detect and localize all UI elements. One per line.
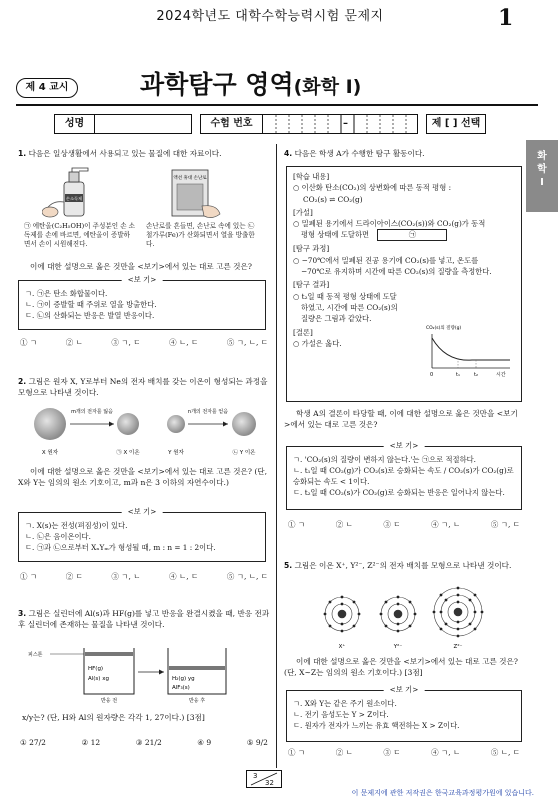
q2-choice-4[interactable]: ④ ㄴ, ㄷ: [169, 572, 199, 581]
q2-label: Y 원자: [168, 450, 184, 456]
q3-choice-5[interactable]: ⑤ 9/2: [246, 738, 268, 747]
q4-boki-item: ㄴ. t₁일 때 CO₂(g)가 CO₂(s)로 승화되는 속도 / CO₂(s)가 CO₂(g)로 승화되는 속도 < 1이다.: [293, 465, 514, 486]
q4-choice-4[interactable]: ④ ㄱ, ㄴ: [431, 520, 461, 529]
subject-side-tab: [526, 140, 558, 212]
q4-hypothesis-text: 평형 상태에 도달하면: [301, 230, 370, 240]
graph-tick: 시간: [496, 372, 506, 378]
period-badge: 제 4 교시: [16, 78, 78, 98]
q4-conclusion-line: ○ 가설은 옳다.: [293, 338, 342, 348]
q4-number: 4.: [284, 149, 293, 158]
q5-choice-4[interactable]: ④ ㄱ, ㄴ: [431, 748, 461, 757]
x-atom: [34, 408, 66, 440]
tab-char-1: 화: [537, 151, 547, 162]
q4-choice-1[interactable]: ① ㄱ: [288, 520, 306, 529]
q5-figure: [300, 586, 500, 652]
q4-result-head: [탐구 결과]: [293, 280, 330, 290]
q3-figure: [26, 638, 256, 704]
q5-choice-3[interactable]: ③ ㄷ: [383, 748, 401, 757]
q4-choice-2[interactable]: ② ㄴ: [335, 520, 353, 529]
q4-process-line: ○ −70℃에서 밀폐된 진공 용기에 CO₂(s)를 넣고, 온도를: [293, 255, 479, 265]
q5-boki-item: ㄱ. X와 Y는 같은 주기 원소이다.: [293, 699, 397, 708]
q4-process-line: −70℃로 유지하며 시간에 따른 CO₂(s)의 질량을 측정한다.: [301, 267, 492, 277]
q1-boki-item: ㄴ. ㉠이 증발할 때 주위로 열을 방출한다.: [25, 299, 157, 309]
q4-result-line: ○ t₂일 때 동적 평형 상태에 도달: [293, 291, 397, 301]
bottle-label: 손소독제: [65, 196, 83, 201]
q1-boki-item: ㄱ. ㉠은 탄소 화합물이다.: [25, 289, 108, 298]
subject-main: 과학탐구 영역: [140, 70, 294, 99]
q5-boki-box: [286, 685, 522, 742]
q2-choice-1[interactable]: ① ㄱ: [20, 572, 38, 581]
q3-after-label: 반응 후: [188, 698, 206, 704]
question-2: [18, 376, 270, 398]
q3-choice-1[interactable]: ① 27/2: [20, 738, 46, 747]
q5-label: Y²⁻: [393, 644, 403, 650]
q5-boki-label: <보 기>: [384, 685, 425, 696]
q1-boki-box: [18, 275, 266, 330]
q2-boki-item: ㄴ. ㉡은 음이온이다.: [25, 531, 91, 541]
exam-number-field[interactable]: [262, 114, 418, 134]
q5-number: 5.: [284, 561, 293, 570]
q1-question: 이에 대한 설명으로 옳은 것만을 <보기>에서 있는 대로 고른 것은?: [30, 262, 252, 271]
q4-boki-label: <보 기>: [384, 441, 425, 452]
graph-tick: t₁: [456, 372, 460, 378]
q5-label: X⁺: [338, 644, 346, 650]
q4-conclusion-head: [결론]: [293, 327, 313, 337]
q1-caption-right: 손난로를 흔들면, 손난로 속에 있는 ㉡ 철가루(Fe)가 산화되면서 열을 방출한다.: [146, 222, 255, 248]
elective-choice: 제 [ ] 선택: [426, 114, 486, 134]
name-label: 성명: [54, 114, 94, 134]
q5-boki-item: ㄷ. 원자가 전자가 느끼는 유효 핵전하는 X > Z이다.: [293, 720, 460, 730]
q4-learning-line: CO₂(s) ⇌ CO₂(g): [303, 194, 363, 204]
q3-choices: [20, 738, 268, 749]
column-divider: [276, 144, 277, 768]
q1-figure: [42, 166, 242, 222]
q5-boki-item: ㄴ. 전기 음성도는 Y > Z이다.: [293, 709, 389, 719]
q4-hypothesis-line: ○ 밀폐된 용기에서 드라이아이스(CO₂(s))와 CO₂(g)가 동적: [293, 219, 486, 229]
q4-result-line: 하였고, 시간에 따른 CO₂(s)의: [301, 302, 398, 312]
q2-label: X 원자: [41, 450, 59, 456]
name-field[interactable]: [94, 114, 192, 134]
q2-choice-2[interactable]: ② ㄷ: [65, 572, 83, 581]
q2-boki-item: ㄱ. X(s)는 전성(펴짐성)이 있다.: [25, 521, 128, 530]
q3-before-solid: Al(s) xg: [88, 676, 109, 682]
q5-choice-5[interactable]: ⑤ ㄴ, ㄷ: [490, 748, 520, 757]
q2-figure: [22, 404, 272, 458]
q5-choice-1[interactable]: ① ㄱ: [288, 748, 306, 757]
q3-choice-4[interactable]: ④ 9: [197, 738, 212, 747]
hand-warmer-label: 액션 휴대 손난로: [173, 176, 207, 181]
copyright-notice: 이 문제지에 관한 저작권은 한국교육과정평가원에 있습니다.: [351, 788, 534, 797]
q1-boki-item: ㄷ. ㉡의 산화되는 반응은 발열 반응이다.: [25, 310, 155, 320]
q3-after-gas: H₂(g) yg: [172, 676, 195, 682]
sanitizer-bottle-illustration: [42, 168, 88, 217]
q4-result-line: 질량은 그림과 같았다.: [301, 314, 372, 324]
page-counter: [246, 770, 282, 788]
q4-learning-line: ○ 이산화 탄소(CO₂)의 상변화에 따른 동적 평형 :: [293, 183, 452, 193]
q3-before-gas: HF(g): [88, 666, 104, 672]
q2-number: 2.: [18, 377, 27, 386]
y-ion: [232, 412, 256, 436]
q4-blank-box: ㉠: [377, 229, 447, 241]
q2-boki-box: [18, 507, 266, 562]
q1-choice-2[interactable]: ② ㄴ: [65, 338, 83, 347]
graph-ylabel: CO₂(s)의 질량(g): [426, 326, 462, 331]
question-1: [18, 148, 270, 159]
cylinder-after: [168, 648, 226, 704]
q4-question: 학생 A의 결론이 타당할 때, 이에 대한 설명으로 옳은 것만을 <보기>에서 있는 대로 고른 것은?: [284, 409, 518, 429]
q3-number: 3.: [18, 609, 27, 618]
page-total: 32: [265, 779, 274, 787]
q1-caption-left: ㉠ 에탄올(C₂H₅OH)이 주성분인 손 소독제를 손에 바르면, 에탄올이 증발하면서 손이 시원해진다.: [24, 222, 136, 248]
q2-arrow1: m개의 전자를 잃음: [71, 409, 113, 415]
q3-question: x/y는? (단, H와 Al의 원자량은 각각 1, 27이다.) [3점]: [22, 713, 205, 722]
question-5: [284, 560, 524, 571]
q2-label: ㉡ Y 이온: [232, 450, 256, 456]
q5-question: 이에 대한 설명으로 옳은 것만을 <보기>에서 있는 대로 고른 것은? (단, X~Z는 임의의 원소 기호이다.) [3점]: [284, 657, 518, 677]
q2-choice-3[interactable]: ③ ㄱ, ㄴ: [111, 572, 141, 581]
q2-label: ㉠ X 이온: [116, 450, 140, 456]
x-ion: [117, 413, 139, 435]
q4-learning-head: [학습 내용]: [293, 172, 330, 181]
exam-title: 2024학년도 대학수학능력시험 문제지: [156, 9, 384, 24]
question-4: [284, 148, 524, 159]
page-number: 1: [498, 5, 514, 31]
q1-choices: [20, 338, 268, 349]
graph-tick: 0: [430, 372, 434, 378]
q2-boki-label: <보 기>: [122, 507, 163, 518]
page-current: 3: [253, 772, 258, 780]
graph-tick: t₂: [474, 372, 478, 378]
subject-title: [140, 68, 440, 104]
y-atom: [167, 415, 185, 433]
q3-choice-3[interactable]: ③ 21/2: [135, 738, 162, 747]
q3-choice-2[interactable]: ② 12: [81, 738, 101, 747]
q1-number: 1.: [18, 149, 27, 158]
q4-hypothesis-head: [가설]: [293, 207, 313, 217]
header-rule: [16, 104, 538, 106]
q4-boki-box: [286, 441, 522, 510]
q1-choice-4[interactable]: ④ ㄴ, ㄷ: [169, 338, 199, 347]
q1-choice-3[interactable]: ③ ㄱ, ㄷ: [111, 338, 141, 347]
q4-boki-item: ㄷ. t₂일 때 CO₂(s)가 CO₂(g)로 승화되는 반응은 일어나지 않는다.: [293, 487, 505, 497]
q5-label: Z²⁻: [453, 644, 463, 650]
hand-warmer-illustration: [172, 170, 220, 218]
q3-after-solid: AlF₃(s): [172, 685, 190, 691]
q1-stem: 다음은 일상생활에서 사용되고 있는 물질에 대한 자료이다.: [28, 149, 222, 158]
question-3: [18, 608, 270, 630]
q1-choice-5[interactable]: ⑤ ㄱ, ㄴ, ㄷ: [226, 338, 268, 347]
tab-char-3: I: [540, 177, 544, 188]
q2-choice-5[interactable]: ⑤ ㄱ, ㄴ, ㄷ: [226, 572, 268, 581]
subject-sub: (화학 I): [293, 76, 362, 98]
cylinder-before: [84, 648, 134, 704]
piston-label: 피스톤: [28, 652, 43, 658]
q5-choice-2[interactable]: ② ㄴ: [335, 748, 353, 757]
q4-hypothesis-line: [293, 229, 515, 241]
q1-boki-label: <보 기>: [122, 275, 163, 286]
q2-stem: 그림은 원자 X, Y로부터 Ne의 전자 배치를 갖는 이온이 형성되는 과정을 모형으로 나타낸 것이다.: [18, 377, 268, 397]
q4-choice-5[interactable]: ⑤ ㄱ, ㄷ: [490, 520, 520, 529]
q4-choices: [288, 520, 520, 531]
q5-choices: [288, 748, 520, 759]
q5-stem: 그림은 이온 X⁺, Y²⁻, Z²⁻의 전자 배치를 모형으로 나타낸 것이다.: [294, 561, 512, 570]
q4-boki-item: ㄱ. 'CO₂(s)의 질량이 변하지 않는다.'는 ㉠으로 적절하다.: [293, 455, 476, 464]
exam-number-dash: –: [343, 118, 348, 129]
q2-question: 이에 대한 설명으로 옳은 것만을 <보기>에서 있는 대로 고른 것은? (단, X와 Y는 임의의 원소 기호이고, m과 n은 3 이하의 자연수이다.): [18, 467, 268, 487]
q4-stem: 다음은 학생 A가 수행한 탐구 활동이다.: [294, 149, 425, 158]
q1-choice-1[interactable]: ① ㄱ: [20, 338, 38, 347]
q2-arrow2: n개의 전자를 얻음: [187, 409, 229, 415]
q2-choices: [20, 572, 268, 583]
q3-stem: 그림은 실린더에 Al(s)과 HF(g)를 넣고 반응을 완결시켰을 때, 반응 전과 후 실린더에 존재하는 물질을 나타낸 것이다.: [18, 609, 270, 629]
q3-before-label: 반응 전: [100, 698, 118, 704]
tab-char-2: 학: [537, 164, 547, 175]
q2-boki-item: ㄷ. ㉠과 ㉡으로부터 XₙYₘ가 형성될 때, m : n = 1 : 2이다.: [25, 542, 216, 552]
q4-mass-graph: [420, 322, 520, 378]
exam-number-label: 수험 번호: [200, 114, 262, 134]
student-info-bar: [40, 114, 480, 134]
q4-choice-3[interactable]: ③ ㄷ: [383, 520, 401, 529]
q4-process-head: [탐구 과정]: [293, 244, 330, 254]
